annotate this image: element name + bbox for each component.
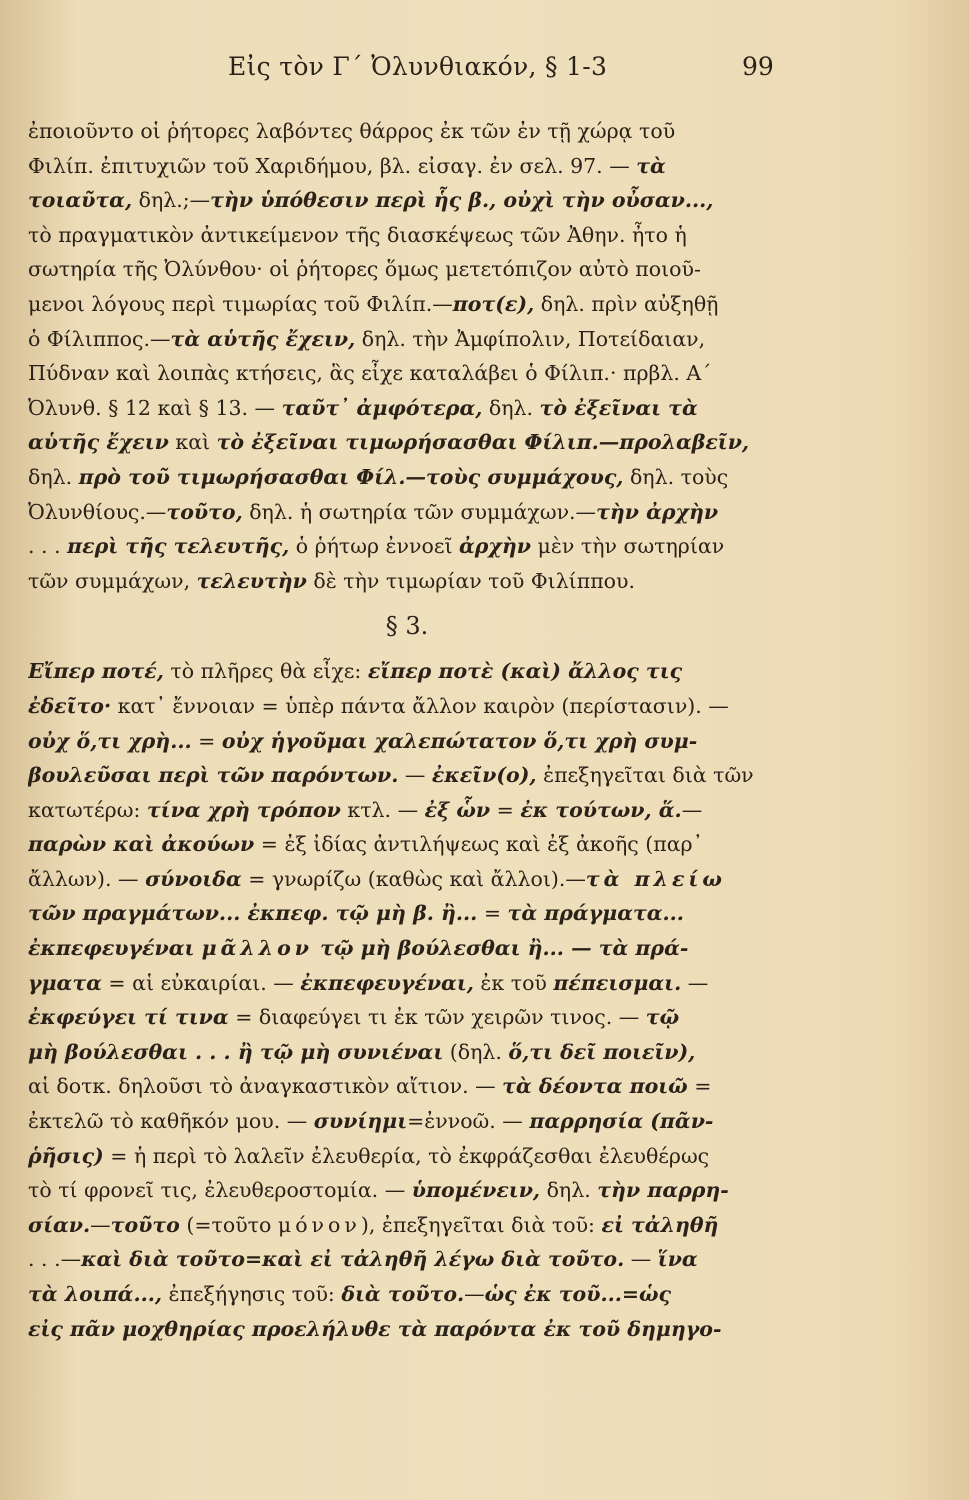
- paragraph-notes-1-2: [28, 114, 776, 598]
- text-line: Ὀλυνθ. § 12 καὶ § 13. — ταῦτ᾽ ἀμφότερα, δηλ. τὸ ἐξεῖναι τὰ: [28, 395, 698, 420]
- text-line: μὴ βούλεσθαι . . . ἢ τῷ μὴ συνιέναι (δηλ. ὅ,τι δεῖ ποιεῖν),: [28, 1039, 696, 1064]
- text-line: αὑτῆς ἔχειν καὶ τὸ ἐξεῖναι τιμωρήσασθαι Φίλιπ.—προλαβεῖν,: [28, 430, 750, 455]
- text-line: . . . περὶ τῆς τελευτῆς, ὁ ῥήτωρ ἐννοεῖ ἀρχὴν μὲν τὴν σωτηρίαν: [28, 534, 725, 559]
- text-line: εἰς πᾶν μοχθηρίας προελήλυθε τὰ παρόντα ἐκ τοῦ δημηγο-: [28, 1316, 722, 1341]
- paragraph-notes-3: [28, 654, 776, 1346]
- section-heading: § 3.: [385, 612, 429, 641]
- text-line: ἐδεῖτο· κατ᾽ ἔννοιαν = ὑπὲρ πάντα ἄλλον καιρὸν (περίστασιν). —: [28, 693, 729, 718]
- text-line: ἐκπεφευγέναι μᾶλλον τῷ μὴ βούλεσθαι ἢ... — τὰ πρά-: [28, 936, 689, 961]
- text-line: βουλεῦσαι περὶ τῶν παρόντων. — ἐκεῖν(ο), ἐπεξηγεῖται διὰ τῶν: [28, 763, 754, 788]
- text-line: γματα = αἱ εὐκαιρίαι. — ἐκπεφευγέναι, ἐκ τοῦ πέπεισμαι. —: [28, 970, 709, 995]
- text-line: ὁ Φίλιππος.—τὰ αὑτῆς ἔχειν, δηλ. τὴν Ἀμφίπολιν, Ποτείδαιαν,: [28, 326, 706, 351]
- running-header: [0, 52, 969, 92]
- text-line: τῶν πραγμάτων... ἐκπεφ. τῷ μὴ β. ἢ... = τὰ πράγματα...: [28, 901, 684, 926]
- text-line: παρὼν καὶ ἀκούων = ἐξ ἰδίας ἀντιλήψεως καὶ ἐξ ἀκοῆς (παρ᾽: [28, 832, 703, 857]
- text-line: τὰ λοιπά..., ἐπεξήγησις τοῦ: διὰ τοῦτο.—ὡς ἐκ τοῦ...=ὡς: [28, 1282, 672, 1306]
- text-line: ῥῆσις) = ἡ περὶ τὸ λαλεῖν ἐλευθερία, τὸ ἐκφράζεσθαι ἐλευθέρως: [28, 1143, 710, 1168]
- text-line: μενοι λόγους περὶ τιμωρίας τοῦ Φιλίπ.—ποτ(ε), δηλ. πρὶν αὐξηθῇ: [28, 291, 719, 316]
- text-line: Εἴπερ ποτέ, τὸ πλῆρες θὰ εἶχε: εἴπερ ποτὲ (καὶ) ἄλλος τις: [28, 659, 683, 684]
- text-line: οὐχ ὅ,τι χρὴ... = οὐχ ἡγοῦμαι χαλεπώτατον ὅ,τι χρὴ συμ-: [28, 728, 698, 753]
- text-line: ἐκτελῶ τὸ καθῆκόν μου. — συνίημι=ἐννοῶ. — παρρησία (πᾶν-: [28, 1109, 714, 1134]
- page-number: 99: [742, 52, 774, 81]
- text-line: σωτηρία τῆς Ὀλύνθου· οἱ ῥήτορες ὅμως μετετόπιζον αὐτὸ ποιοῦ-: [28, 257, 701, 282]
- text-line: κατωτέρω: τίνα χρὴ τρόπον κτλ. — ἐξ ὧν = ἐκ τούτων, ἅ.—: [28, 797, 703, 822]
- commentary-text: [28, 114, 776, 1346]
- text-line: . . .—καὶ διὰ τοῦτο=καὶ εἰ τἀληθῆ λέγω διὰ τοῦτο. — ἵνα: [28, 1247, 698, 1272]
- text-line: Ὀλυνθίους.—τοῦτο, δηλ. ἡ σωτηρία τῶν συμμάχων.—τὴν ἀρχὴν: [28, 499, 719, 524]
- text-line: δηλ. πρὸ τοῦ τιμωρήσασθαι Φίλ.—τοὺς συμμάχους, δηλ. τοὺς: [28, 464, 729, 489]
- text-line: τῶν συμμάχων, τελευτὴν δὲ τὴν τιμωρίαν τοῦ Φιλίππου.: [28, 568, 635, 593]
- text-line: Φιλίπ. ἐπιτυχιῶν τοῦ Χαριδήμου, βλ. εἰσαγ. ἐν σελ. 97. — τὰ: [28, 153, 666, 178]
- header-title: Εἰς τὸν Γ΄ Ὀλυνθιακόν, § 1-3: [228, 52, 608, 81]
- text-line: τὸ τί φρονεῖ τις, ἐλευθεροστομία. — ὑπομένειν, δηλ. τὴν παρρη-: [28, 1178, 729, 1203]
- text-line: αἱ δοτκ. δηλοῦσι τὸ ἀναγκαστικὸν αἴτιον. — τὰ δέοντα ποιῶ =: [28, 1074, 712, 1099]
- text-line: τοιαῦτα, δηλ.;—τὴν ὑπόθεσιν περὶ ἧς β., οὐχὶ τὴν οὖσαν...,: [28, 188, 714, 213]
- text-line: ἄλλων). — σύνοιδα = γνωρίζω (καθὼς καὶ ἄλλοι).—τὰ πλείω: [28, 866, 726, 891]
- text-line: σίαν.—τοῦτο (=τοῦτο μόνον), ἐπεξηγεῖται διὰ τοῦ: εἰ τἀληθῆ: [28, 1212, 719, 1237]
- text-line: Πύδναν καὶ λοιπὰς κτήσεις, ἃς εἶχε καταλάβει ὁ Φίλιπ.· πρβλ. Α΄: [28, 361, 712, 386]
- text-line: ἐποιοῦντο οἱ ῥήτορες λαβόντες θάρρος ἐκ τῶν ἐν τῇ χώρᾳ τοῦ: [28, 119, 676, 143]
- text-line: τὸ πραγματικὸν ἀντικείμενον τῆς διασκέψεως τῶν Ἀθην. ἦτο ἡ: [28, 222, 687, 247]
- text-line: ἐκφεύγει τί τινα = διαφεύγει τι ἐκ τῶν χειρῶν τινος. — τῷ: [28, 1005, 680, 1030]
